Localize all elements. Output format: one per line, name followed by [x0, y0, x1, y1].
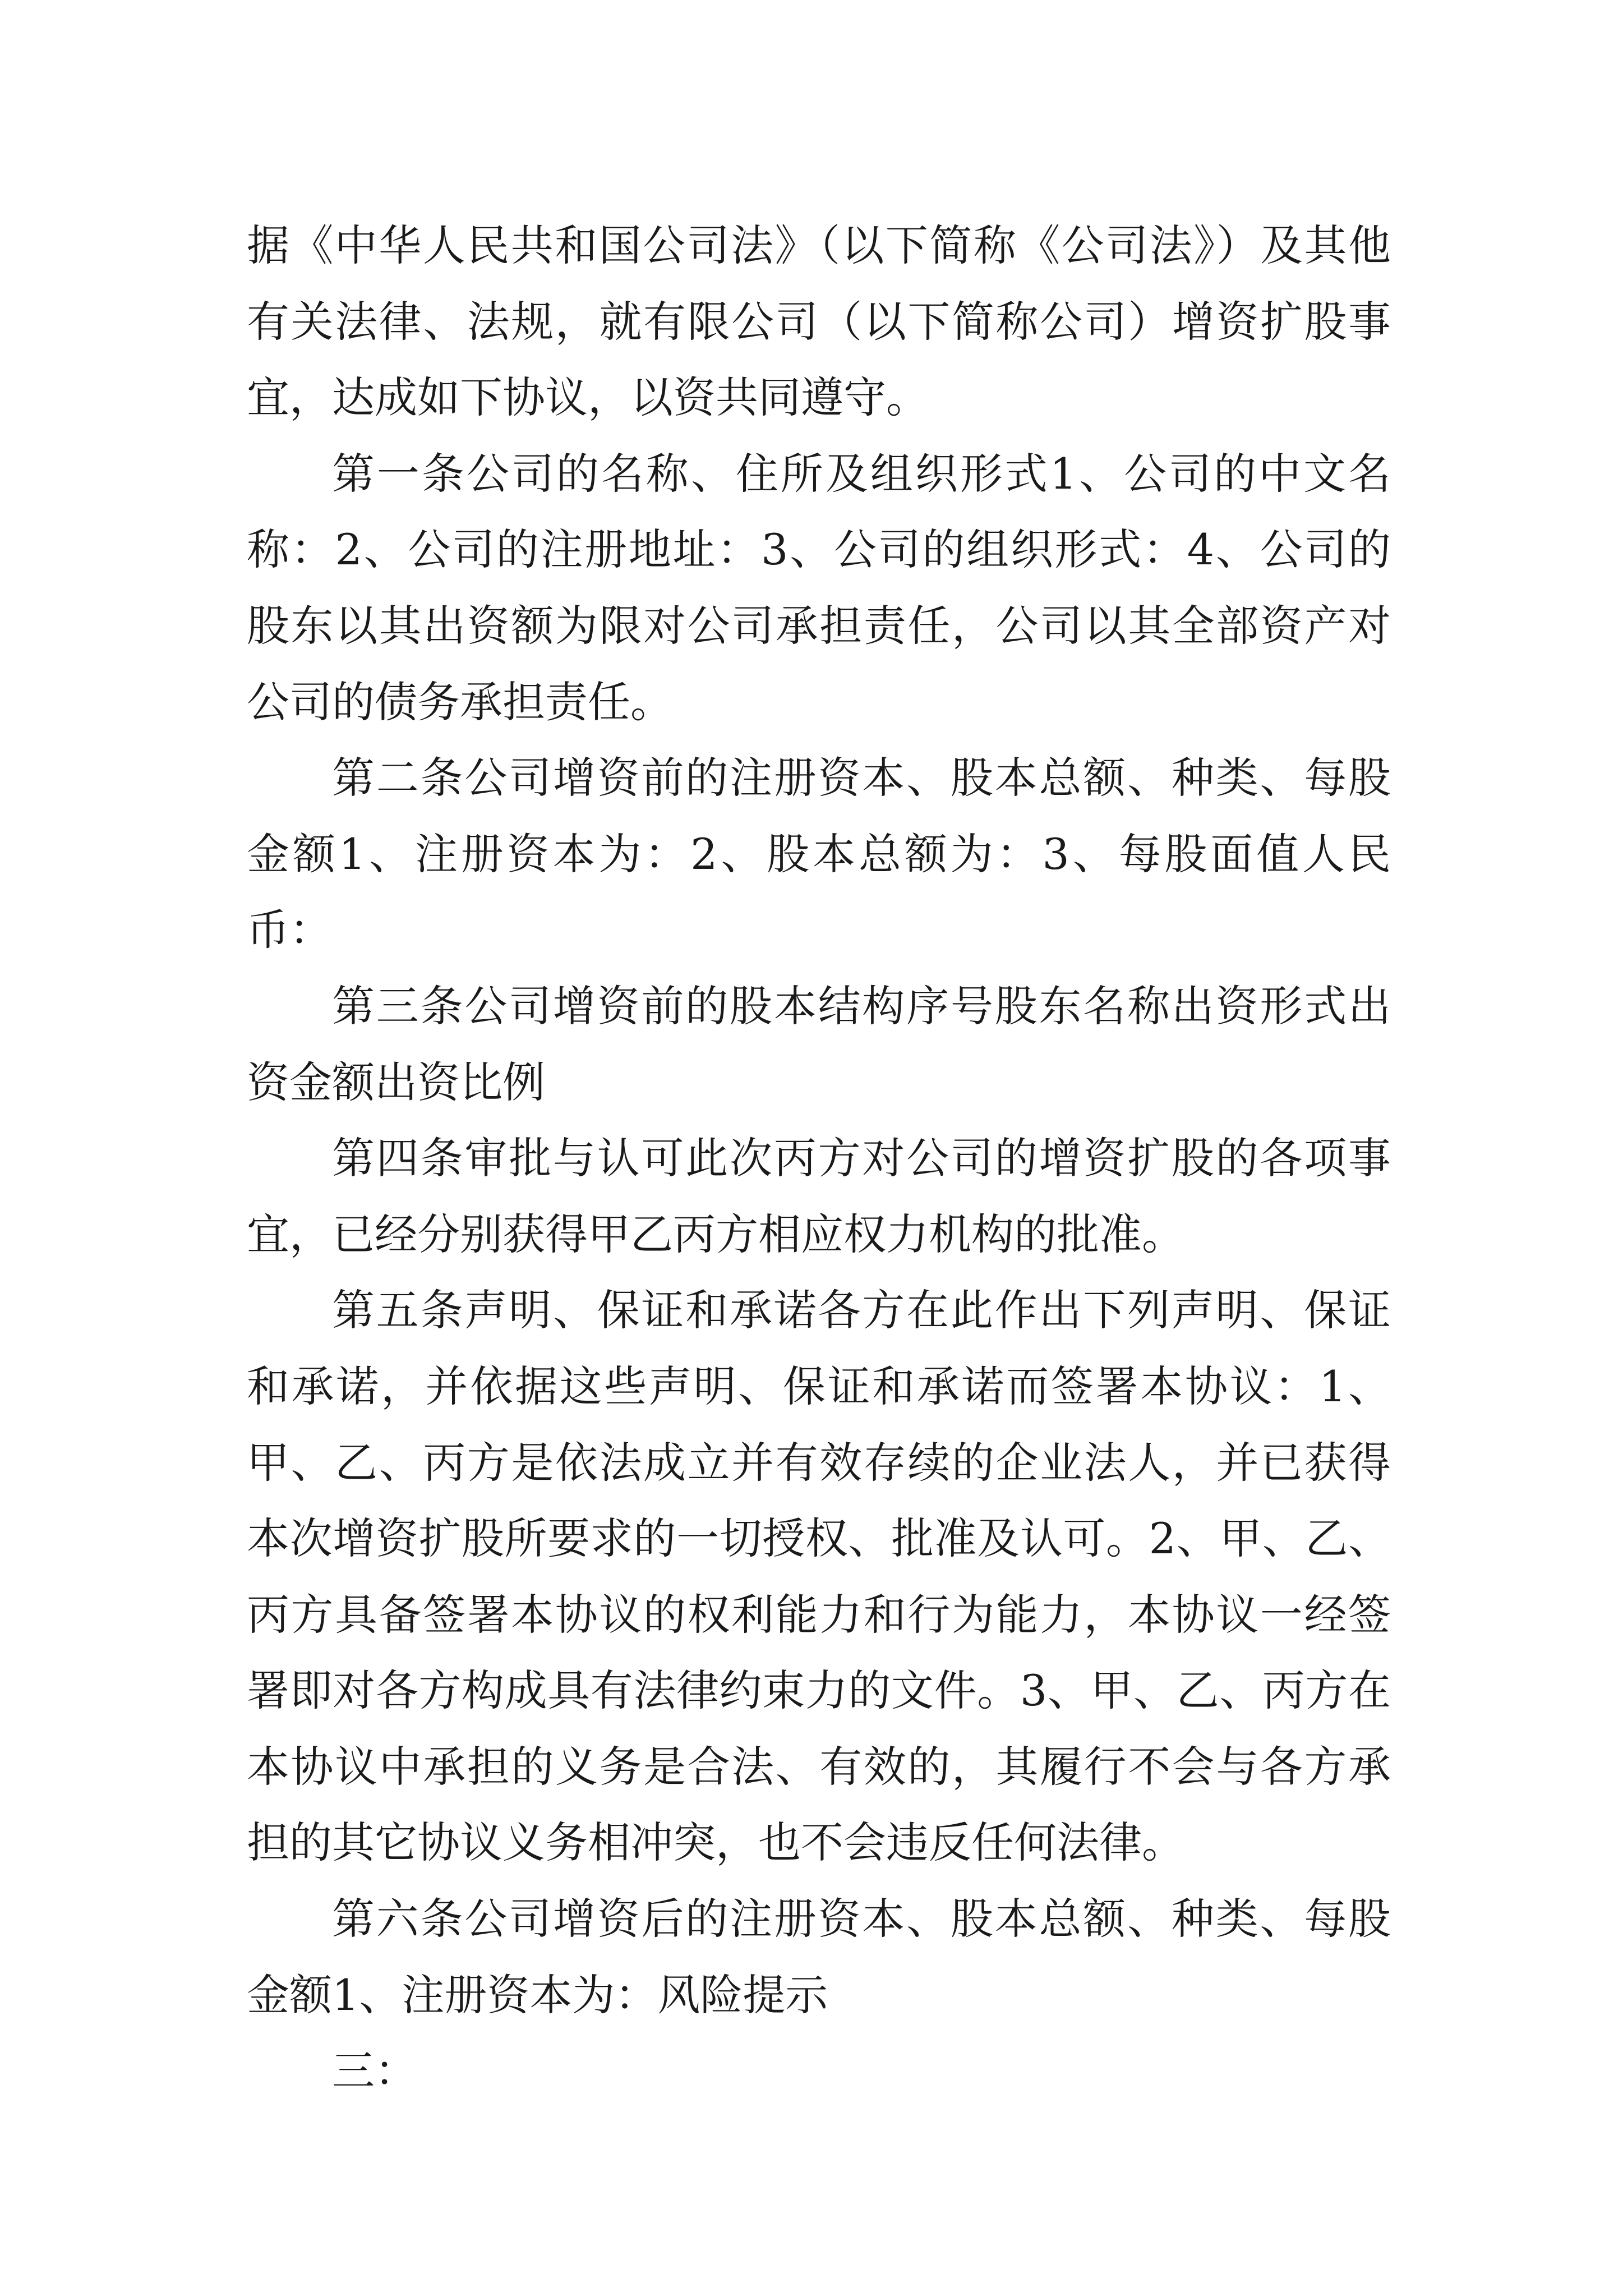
paragraph-article-4: 第四条审批与认可此次丙方对公司的增资扩股的各项事宜，已经分别获得甲乙丙方相应权力机构的批准。 [247, 1133, 1391, 1259]
paragraph-section-3: 三： [332, 2046, 417, 2096]
paragraph-article-3: 第三条公司增资前的股本结构序号股东名称出资形式出资金额出资比例 [247, 981, 1391, 1107]
paragraph-article-1: 第一条公司的名称、住所及组织形式1、公司的中文名称：2、公司的注册地址：3、公司的组织形式：4、公司的股东以其出资额为限对公司承担责任，公司以其全部资产对公司的债务承担责任。 [247, 448, 1391, 727]
paragraph-article-5: 第五条声明、保证和承诺各方在此作出下列声明、保证和承诺，并依据这些声明、保证和承诺而签署本协议：1、甲、乙、丙方是依法成立并有效存续的企业法人，并已获得本次增资扩股所要求的一切授权、批准及认可。2、甲、乙、丙方具备签署本协议的权利能力和行为能力，本协议一经签署即对各方构成具有法律约束力的文件。3、甲、乙、丙方在本协议中承担的义务是合法、有效的，其履行不会与各方承担的其它协议义务相冲突，也不会违反任何法律。 [247, 1285, 1391, 1868]
paragraph-article-2: 第二条公司增资前的注册资本、股本总额、种类、每股金额1、注册资本为：2、股本总额为：3、每股面值人民币： [247, 753, 1391, 955]
paragraph-article-6: 第六条公司增资后的注册资本、股本总额、种类、每股金额1、注册资本为：风险提示 [247, 1894, 1391, 2020]
paragraph-preamble: 据《中华人民共和国公司法》（以下简称《公司法》）及其他有关法律、法规，就有限公司（以下简称公司）增资扩股事宜，达成如下协议，以资共同遵守。 [247, 220, 1391, 423]
document-body [247, 208, 1391, 2109]
